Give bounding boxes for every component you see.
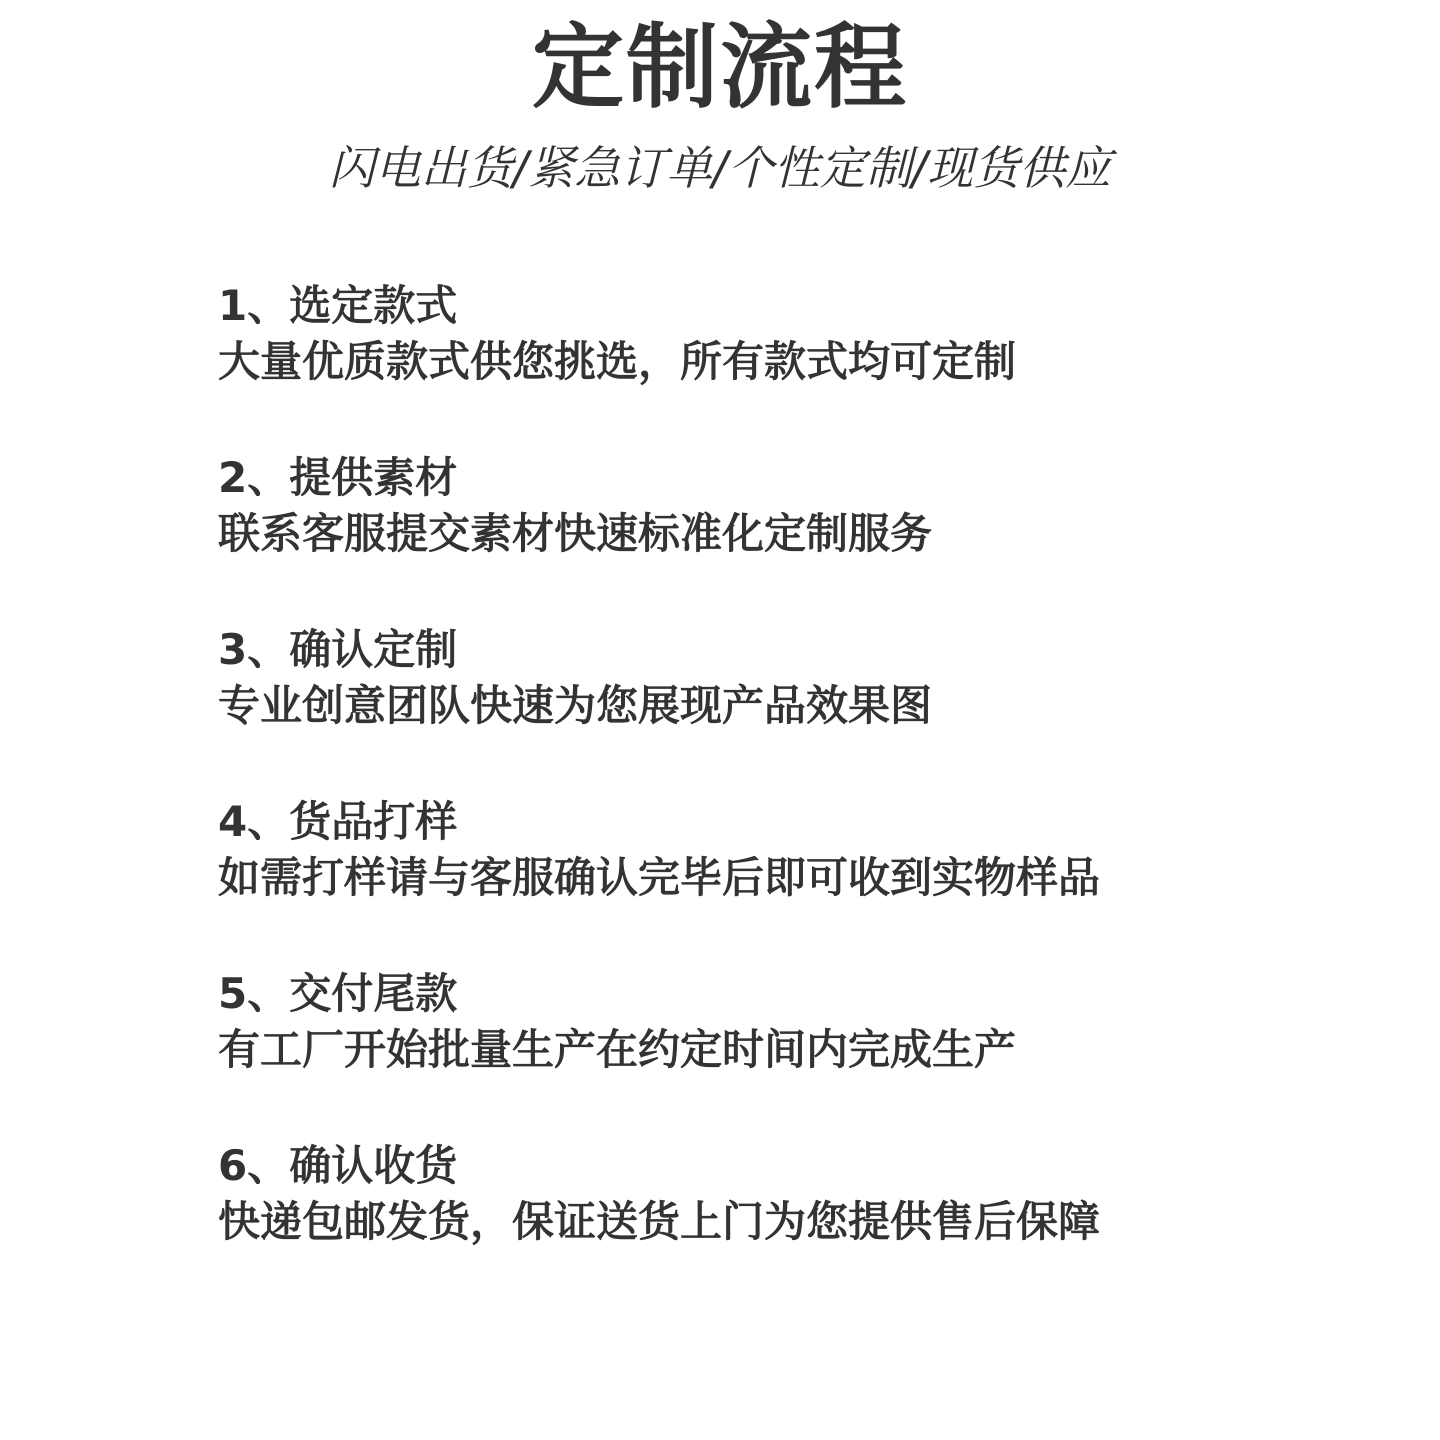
step-heading-text: 确认定制 xyxy=(289,625,458,674)
step-number: 2 xyxy=(218,453,248,502)
step-heading xyxy=(218,1138,1338,1194)
step-heading-text: 货品打样 xyxy=(289,797,458,846)
step-item xyxy=(218,278,1338,450)
step-heading xyxy=(218,966,1338,1022)
step-description: 大量优质款式供您挑选，所有款式均可定制 xyxy=(218,337,1017,386)
step-heading xyxy=(218,450,1338,506)
step-heading-text: 交付尾款 xyxy=(289,969,458,1018)
step-separator: 、 xyxy=(247,625,290,674)
step-description: 专业创意团队快速为您展现产品效果图 xyxy=(218,681,933,730)
page-title: 定制流程 xyxy=(531,14,908,121)
step-separator: 、 xyxy=(247,969,290,1018)
step-heading-text: 提供素材 xyxy=(289,453,458,502)
step-number: 4 xyxy=(218,797,248,846)
step-heading xyxy=(218,278,1338,334)
step-separator: 、 xyxy=(247,453,290,502)
step-item xyxy=(218,966,1338,1138)
step-item xyxy=(218,794,1338,966)
step-item xyxy=(218,622,1338,794)
step-number: 6 xyxy=(218,1141,248,1190)
step-heading xyxy=(218,622,1338,678)
step-number: 1 xyxy=(218,281,248,330)
step-item xyxy=(218,450,1338,622)
step-description: 如需打样请与客服确认完毕后即可收到实物样品 xyxy=(218,853,1101,902)
step-description: 有工厂开始批量生产在约定时间内完成生产 xyxy=(218,1025,1017,1074)
step-number: 5 xyxy=(218,969,248,1018)
step-description: 联系客服提交素材快速标准化定制服务 xyxy=(218,509,933,558)
step-separator: 、 xyxy=(247,797,290,846)
step-separator: 、 xyxy=(247,1141,290,1190)
step-separator: 、 xyxy=(247,281,290,330)
step-number: 3 xyxy=(218,625,248,674)
step-heading xyxy=(218,794,1338,850)
steps-list xyxy=(218,278,1338,1310)
step-heading-text: 选定款式 xyxy=(289,281,458,330)
step-item xyxy=(218,1138,1338,1310)
page-subtitle: 闪电出货/紧急订单/个性定制/现货供应 xyxy=(328,141,1112,195)
step-heading-text: 确认收货 xyxy=(289,1141,458,1190)
step-description: 快递包邮发货，保证送货上门为您提供售后保障 xyxy=(218,1197,1101,1246)
